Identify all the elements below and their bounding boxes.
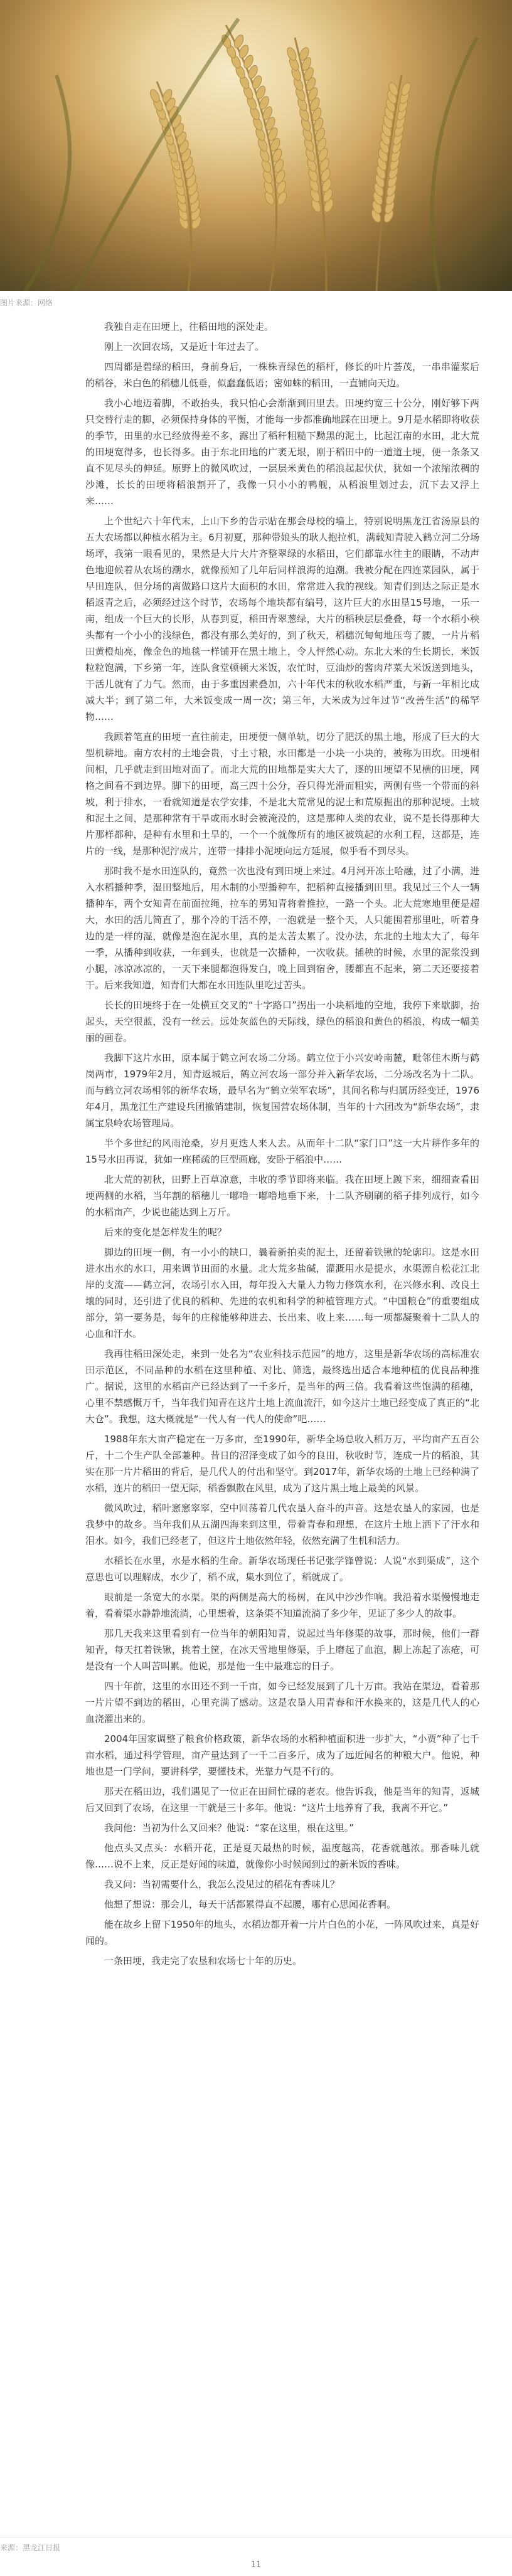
article-paragraph: 他点头又点头：水稻开花，正是夏天最热的时候，温度越高，花香就越浓。那香味儿就像……说不上来，反正是好闻的味道，就像你小时候闻到过的新米饭的香味。 xyxy=(85,1842,479,1870)
article-paragraph: 1988年东大亩产稳定在一万多亩，至1990年，新华全场总收入稻万万，平均亩产五百公斤，十二个生产队全部兼种。昔日的沼泽变成了如今的良田，秋收时节，连成一片的稻浪，其实在那一片片稻田的背后，是几代人的付出和坚守。到2017年，新华农场的土地上已经种满了水稻，连片的稻田一望无际，稻香飘散在风里，成为了这片黑土地上最美的风景。 xyxy=(85,1433,479,1494)
article-paragraph: 我独自走在田埂上，往稻田地的深处走。 xyxy=(104,321,274,332)
article-source: 来源：黑龙江日报 xyxy=(0,2543,61,2552)
article-paragraph: 我脚下这片水田，原本属于鹤立河农场二分场。鹤立位于小兴安岭南麓，毗邻佳木斯与鹤岗两市，1979年2月，知青返城后，鹤立河农场一部分并入新华农场，二分场改名为十二队。而与鹤立河农场相邻的新华农场，最早名为“鹤立荣军农场”，其间名称与归属历经变迁，1976年4月，黑龙江生产建设兵团撤销建制，恢复国营农场体制，当年的十六团改为“新华农场”，隶属宝泉岭农场管理局。 xyxy=(85,1052,479,1129)
bottom-divider xyxy=(0,2537,512,2538)
article-paragraph: 我顾着笔直的田埂一直往前走，田埂便一侧单轨，切分了肥沃的黑土地，形成了巨大的大型机耕地。南方农村的土地会贵，寸土寸粮，水田都是一小块一小块的，被称为田坎。田埂相间相，几乎就走到田地对面了。而北大荒的田地都是实大大了，逐的田埂望不见横的田埂，网格之间看不到边界。脚下的田埂，高三四十公分，吞只得光滑而粗实，两侧有些一个带而的斜坡，利于排水，一看就知道是农学安排，不是北大荒常见的泥土和荒原掘出的那种泥埂。土坡和泥土之间，是那种常有干旱或雨水时会被淹没的，这是那种人类的农业，说不是长得那种大片那样都种，是种有水里和土旱的，一个一个就像所有的地区被筑起的水利工程，这都是，连片的一线，是那种泥泞成片，连带一排排小泥埂向远方延展，似乎看不到尽头。 xyxy=(85,731,479,857)
article-paragraph: 长长的田埂终于在一处横亘交叉的“十字路口”拐出一小块稻地的空地，我停下来歇脚，抬起头，天空很蓝，没有一丝云。远处灰蓝色的天际线，绿色的稻浪和黄色的稻浪，构成一幅美丽的画卷。 xyxy=(85,1000,479,1043)
article-paragraph: 2004年国家调整了粮食价格政策，新华农场的水稻种植面积进一步扩大，“小贾”种了七千亩水稻，通过科学管理，亩产量达到了一千二百多斤，成为了远近闻名的种粮大户。他说，种地也是一门学问，要讲科学，要懂技术，光靠力气是不行的。 xyxy=(85,1733,479,1777)
article-paragraph: 上个世纪六十年代末，上山下乡的告示贴在那会母校的墙上，特别说明黑龙江省汤原县的五大农场都以种植水稻为主。6月初夏，那种带娘头的耿人抱拉机，满载知青驶入鹤立河二分场场坪，我第一眼看见的，果然是大片大片齐整翠绿的水稻田，它们都靠水往主的眼睛，不动声色地迎候着从农场的潮水，就像预知了几年后同样浪海的迫潮。我被分配在四连菜园队，属于早田连队，但分场的离做路口这片大面积的水田，常常进入我的视线。知青们到达之际正是水稻返青之后，必须经过这个时节，农场每个地块都有编号，这片巨大的水田垦15号地，一乐一南，组成一个巨大的长形，从春到夏，稻田青翠葱绿，大片的稻秧层层叠叠，每一个水稻小秧头都有一个小小的浅绿色，都没有那么美好的，到了秋天，稻穗沉甸甸地压弯了腰，一片片稻田黄橙灿亮，像金色的地毯一样铺开在黑土地上，令人怦然心动。东北大米的生长期长，米饭粒粒饱满，下乡第一年，连队食堂顿顿大米饭，农忙时，豆油炒的酱肉芹菜大米饭送到地头，干活儿就有了力气。然而，由于多重因素叠加，六十年代末的秋收水稻严重，与新一年相比成减大半；到了第二年，大米饭变成一周一次；第三年，大米成为过年过节“改善生活”的稀罕物…… xyxy=(85,515,479,722)
article-paragraph: 脚边的田埂一侧，有一小小的缺口，曩着新拍卖的泥土，还留着铁锹的轮廓印。这是水田进水出水的水口，用来调节田面的水量。北大荒多盐碱，灌溉用水是提水，水渠源自松花江北岸的支流——鹤立河，农场引水入田，每年投入大量人力物力修筑水利，在兴修水利、改良土壤的同时，还引进了优良的稻种、先进的农机和科学的种植管理方式。“中国粮仓”的重要组成部分，第一要务是，每年的庄稼能够种进去、长出来、收上来……每一项都凝聚着十二队人的心血和汗水。 xyxy=(85,1247,479,1339)
article-paragraph: 那时我不是水田连队的，竟然一次也没有到田埂上来过。4月河开冻土哈融，过了小满，进入水稻播种季，湿田整地后，用木制的小型播种车，把稻种直接播到田里。我见过三个人一辆播种车，两个女知青在前面拉绳，拉车的男知青将着推拉，一路一个头。北大荒寒地里便是超大，水田的活儿简直了，那个冷的干活不停，一泡就是一整个天，人只能围着那里吐，听着身边的是一样的湿，就像是泡在泥水里，真的是太苦太累了。没办法，东北的土地太大了，每年一季，从播种到收获，一年到头，也就是一次播种，一次收获。插秧的时候，水里的泥浆没到小腿，冰凉冰凉的，一天下来腿都泡得发白，晚上回到宿舍，腰都直不起来，第二天还要接着干。后来我知道，知青们大都在水田连队里吃过苦头。 xyxy=(85,865,479,991)
image-caption: 图片来源：网络 xyxy=(0,298,53,307)
article-paragraph: 刚上一次回农场，又是近十年过去了。 xyxy=(104,341,265,352)
article-paragraph: 我再往稻田深处走，来到一处名为“农业科技示范园”的地方，这里是新华农场的高标准农田示范区，不同品种的水稻在这里种植、对比、筛选，最终选出适合本地种植的优良品种推广。据说，这里的水稻亩产已经达到了一千多斤，是当年的两三倍。我看着这些饱满的稻穗，心里不禁感慨万千，当年我们知青在这片土地上流血流汗，如今这片土地已经变成了真正的“北大仓”。我想，这大概就是“一代人有一代人的使命”吧…… xyxy=(85,1348,479,1425)
rice-leaf xyxy=(432,38,477,291)
rice-leaf xyxy=(75,19,238,291)
hero-image xyxy=(0,0,512,291)
article-paragraph: 后来的变化是怎样发生的呢？ xyxy=(104,1227,227,1238)
rice-grain xyxy=(285,46,298,62)
article-paragraph: 四周都是碧绿的稻田，身前身后，一株株青绿色的稻杆，修长的叶片荟茂，一串串灌浆后的稻谷，米白色的稻穗儿低垂，似蠢蠢低语；密如蛛的稻田，一直铺向天边。 xyxy=(85,361,479,389)
page-number: 11 xyxy=(250,2560,262,2570)
article-paragraph: 能在故乡上留下1950年的地头，水稻边都开着一片片白色的小花，一阵风吹过来，真是好闻的。 xyxy=(85,1919,479,1946)
article-paragraph: 微风吹过，稻叶窸窸窣窣，空中回荡着几代农垦人奋斗的声音。这是农垦人的家园，也是我梦中的故乡。当年我们从五湖四海来到这里，带着青春和理想，在这片土地上洒下了汗水和泪水。如今，我们已经老了，但这片土地依然年轻，依然充满了生机和活力。 xyxy=(85,1502,479,1546)
rice-grain-illustration xyxy=(0,0,512,291)
article-paragraph: 那天在稻田边，我们遇见了一位正在田间忙碌的老农。他告诉我，他是当年的知青，返城后又回到了农场，在这里一干就是三十多年。他说：“这片土地养育了我，我离不开它。” xyxy=(85,1786,479,1813)
rice-leaf xyxy=(25,75,70,291)
article-paragraph: 我问他：当初为什么又回来？他说：“家在这里，根在这里。” xyxy=(104,1822,355,1834)
article-body xyxy=(85,319,479,1973)
article-paragraph: 我又问：当初需要什么，我怎么没见过的稻花有香味儿？ xyxy=(104,1879,340,1890)
article-paragraph: 他想了想说：那会儿，每天干活都累得直不起腰，哪有心思闻花香啊。 xyxy=(104,1899,397,1910)
article-paragraph: 北大荒的初秋，田野上百草凉意，丰收的季节即将来临。我在田埂上踱下来，细细查看田埂两侧的水稻，当年割的稻穗儿一嘟噜一嘟噜地垂下来，十二队齐刷刷的稻子排列成行，如今的水稻亩产，少说也能达到上万斤。 xyxy=(85,1174,479,1218)
article-paragraph: 眼前是一条宽大的水渠。渠的两侧是高大的杨树，在风中沙沙作响。我沿着水渠慢慢地走着，看着渠水静静地流淌，心里想着，这条渠不知道流淌了多少年，见证了多少人的故事。 xyxy=(85,1592,479,1619)
article-paragraph: 一条田埂，我走完了农垦和农场七十年的历史。 xyxy=(104,1955,302,1966)
article-paragraph: 半个多世纪的风雨沧桑，岁月更迭人来人去。从而年十二队“家门口”这一大片耕作多年的15号水田再说，犹如一座稀疏的巨型画廊，安卧于稻浪中…… xyxy=(85,1138,479,1165)
article-paragraph: 水稻长在水里，水是水稻的生命。新华农场现任书记张学锋曾说：人说“水到渠成”，这个意思也可以理解成，水少了，稻不成，集水到位了，稻就成了。 xyxy=(85,1555,479,1583)
article-paragraph: 我小心地迈着脚，不敢抬头，我只怕心会渐渐到田里去。田埂约宽三十公分，刚好够下两只交替行走的脚，必须保持身体的平衡，才能每一步都准确地踩在田埂上。9月是水稻即将收获的季节，田里的水已经放得差不多，露出了稻秆粗糙下黝黑的泥土，比起江南的水田，北大荒的田埂宽得多，也长得多。由于东北田地的广袤无垠，刚于稻田中的一道道土埂，便一条条又直不见尽头的伸延。原野上的微风吹过，一层层米黄色的稻浪起起伏伏，犹如一个浓缩浓稠的沙滩，长长的田埂将稻浪割开了，我像一只小小的鸭舰，从稻浪里划过去，沉下去又浮上来…… xyxy=(85,398,479,507)
article-paragraph: 四十年前，这里的水田还不到一千亩，如今已经发展到了几十万亩。我站在渠边，看着那一片片望不到边的稻田，心里充满了感动。这是农垦人用青春和汗水换来的，这是几代人的心血浇灌出来的。 xyxy=(85,1681,479,1724)
article-paragraph: 那几天我来这里看到有一位当年的朝阳知青，说起过当年修渠的故事，那时候，他们一群知青，每天扛着铁锹，挑着土筐，在冰天雪地里修渠，手上磨起了血泡，脚上冻起了冻疮，可是没有一个人叫苦叫累。他说，那是他一生中最难忘的日子。 xyxy=(85,1628,479,1672)
